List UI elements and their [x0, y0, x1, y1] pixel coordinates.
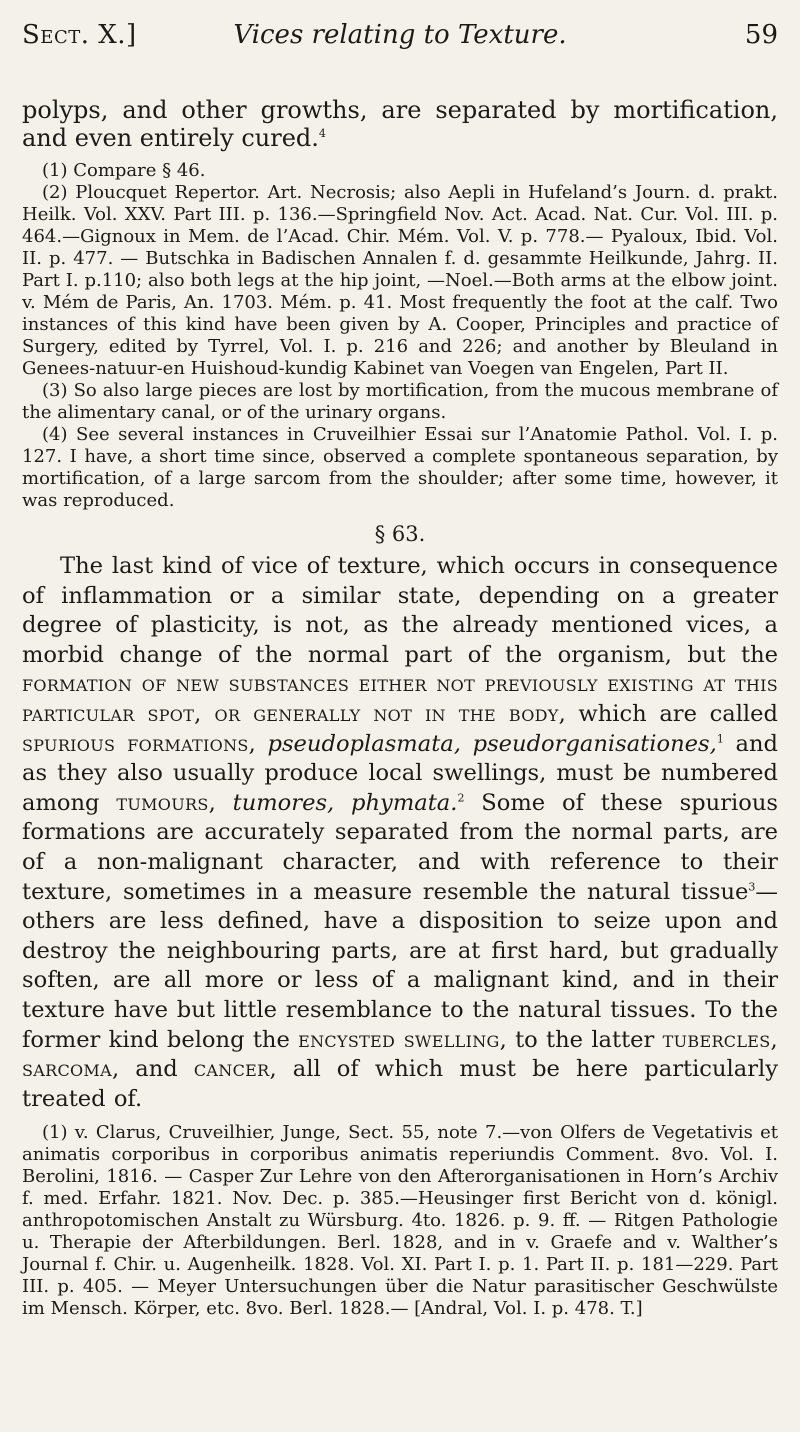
footnote: (1) v. Clarus, Cruveilhier, Junge, Sect. 55, note 7.—von Olfers de Vegetativis et animatis corporibus in corporibus animatis reperiundis Comment. 8vo. Vol. I. Berolini, 1816. — Casper Zur Lehre von den Afterorganisationen in Horn’s Archiv f. med. Erfahr. 1821. Nov. Dec. p. 385.—Heusinger first Bericht von d. königl. anthropotomischen Anstalt zu Würsburg. 4to. 1826. p. 9. ff. — Ritgen Pathologie u. Therapie der Afterbildungen. Berl. 1828, and in v. Graefe and v. Walther’s Journal f. Chir. u. Augenheilk. 1828. Vol. XI. Part I. p. 1. Part II. p. 181—229. Part III. p. 405. — Meyer Untersuchungen über die Natur parasitischer Geschwülste im Mensch. Körper, etc. 8vo. Berl. 1828.— [Andral, Vol. I. p. 478. T.] [22, 1122, 778, 1320]
small-caps-term: encysted swelling [298, 1026, 500, 1053]
text-run: , and [111, 1056, 194, 1083]
italic-term: tumores, phymata. [232, 789, 458, 816]
page-body [22, 96, 778, 1320]
small-caps-term: cancer [193, 1056, 270, 1083]
text-run: Some of these spurious formations are accurately separated from the normal parts, are of a non-malignant character, and with reference to their texture, sometimes in a measure resemble the natural tissue [22, 789, 778, 905]
text-run: , to the latter [499, 1026, 663, 1053]
small-caps-term: spurious formations [22, 730, 249, 757]
italic-term: pseudoplasmata, pseudorganisationes, [267, 730, 717, 757]
footnote: (3) So also large pieces are lost by mortification, from the mucous membrane of the alimentary canal, or of the urinary organs. [22, 380, 778, 423]
small-caps-term: tumours [116, 789, 209, 816]
footnote: (2) Ploucquet Repertor. Art. Necrosis; also Aepli in Hufeland’s Journ. d. prakt. Heilk. Vol. XXV. Part III. p. 136.—Springfield Nov. Act. Acad. Nat. Cur. Vol. III. p. 464.—Gignoux in Mem. de l’Acad. Chir. Mém. Vol. V. p. 778.— Pyaloux, Ibid. Vol. II. p. 477. — Butschka in Badischen Annalen f. d. gesammte Heilkunde, Jahrg. II. Part I. p.110; also both legs at the hip joint, —Noel.—Both arms at the elbow joint. v. Mém de Paris, An. 1703. Mém. p. 41. Most frequently the foot at the calf. Two instances of this kind have been given by A. Cooper, Principles and practice of Surgery, edited by Tyrrel, Vol. I. p. 216 and 226; and another by Bleuland in Genees-natuur-en Huishoud-kundig Kabinet van Voegen van Engelen, Part II. [22, 182, 778, 379]
text-run: , [248, 730, 268, 757]
footnote: (4) See several instances in Cruveilhier Essai sur l’Anatomie Pathol. Vol. I. p. 127. I have, a short time since, observed a complete spontaneous separation, by mortification, of a large sarcom from the shoulder; after some time, however, it was reproduced. [22, 424, 778, 511]
text-run: , all of which must be here particularly treated of. [22, 1056, 778, 1112]
footnote-ref: 3 [748, 880, 756, 893]
small-caps-term: formation of new substances either not previously existing at this particular spot, or generally not in the body [22, 671, 778, 727]
page-number: 59 [744, 20, 778, 50]
text-run: The last kind of vice of texture, which occurs in consequence of inflammation or a similar state, depending on a greater degree of plasticity, is not, as the already mentioned vices, a morbid change of the normal part of the organism, but the [22, 553, 778, 668]
text-run: and as they also usually produce local swellings, must be numbered among [22, 730, 779, 816]
running-header [22, 18, 778, 52]
main-paragraph [22, 552, 778, 1114]
section-label: Sect. X.] [22, 20, 137, 50]
footnote-ref: 1 [716, 732, 724, 746]
footnotes-bottom [22, 1122, 778, 1320]
footnotes-top [22, 160, 778, 512]
section-heading: § 63. [374, 522, 426, 546]
text-run: , which are called [558, 700, 778, 727]
text-run: —others are less defined, have a disposition to seize upon and destroy the neighbouring parts, are at first hard, but gradually soften, are all more or less of a malignant kind, and in their texture have but little resemblance to the natural tissues. To the former kind belong the [22, 878, 778, 1053]
opening-text: polyps, and other growths, are separated by mortification, and even entirely cured. [22, 96, 778, 152]
footnote-ref: 2 [457, 791, 465, 805]
footnote: (1) Compare § 46. [42, 160, 206, 181]
running-title: Vices relating to Texture. [233, 20, 567, 50]
opening-paragraph [22, 96, 778, 152]
small-caps-term: tubercles, sarcoma [22, 1026, 778, 1083]
text-run: , [208, 789, 233, 816]
footnote-ref: 4 [318, 127, 326, 140]
